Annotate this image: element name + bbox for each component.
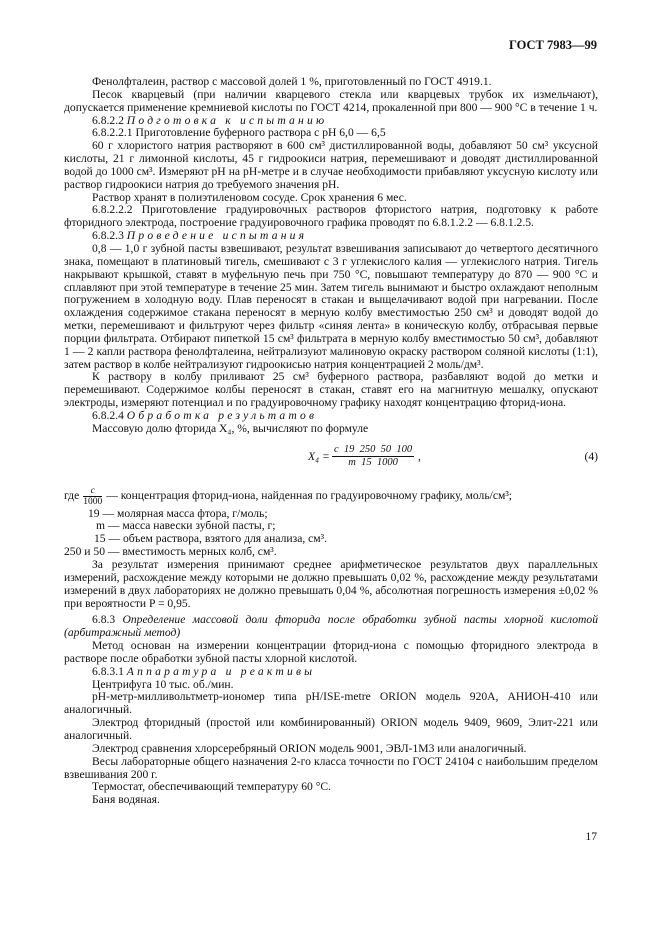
- definition: 15 — объем раствора, взятого для анализа, см³.: [94, 532, 327, 546]
- section-heading: [64, 666, 598, 679]
- formula-fraction: [332, 444, 414, 469]
- paragraph: Раствор хранят в полиэтиленовом сосуде. Срок хранения 6 мес.: [92, 190, 407, 204]
- where-text: — концентрация фторид-иона, найденная по градуировочному графику, моль/см³;: [106, 488, 513, 502]
- section-number: 6.8.2.2: [92, 113, 124, 127]
- paragraph: Электрод фторидный (простой или комбинированный) ORION модель 9409, 9609, Элит-221 или аналогичный.: [64, 716, 598, 742]
- formula-comma: ,: [418, 449, 421, 463]
- where-frac-den: 1000: [83, 496, 103, 507]
- formula-lhs: X₄ =: [308, 449, 330, 463]
- paragraph: 6.8.2.2.2 Приготовление градуировочных растворов фтористого натрия, подготовку к работе фторидного электрода, построение градуировочного графика проводят по 6.8.1.2.2 — 6.8.1.2.5.: [64, 203, 598, 230]
- paragraph: Метод основан на измерении концентрации фторид-иона с помощью фторидного электрода в растворе после обработки зубной пасты хлорной кислотой.: [64, 639, 598, 665]
- where-fraction: [83, 486, 102, 507]
- where-line: [64, 486, 598, 507]
- paragraph: 0,8 — 1,0 г зубной пасты взвешивают, результат взвешивания записывают до четвертого десятичного знака, помещают в платиновый тигель, смешивают с 3 г углекислого калия — углекислого натрия. Тигель накрывают крышкой, ставят в муфельную печь при 750 °С, повышают температуру до 870 — 900 °С и сплавляют при этой температуре в течение 25 мин. Затем тигель вынимают и быстро охлаждают неполным погружением в холодную воду. Плав переносят в стакан и выщелачивают водой при нагревании. После охлаждения содержимое стакана переносят в мерную колбу вместимостью 250 см³ и доводят водой до метки, перемешивают и фильтруют через фильтр «синяя лента» в коническую колбу, отбрасывая первые порции фильтрата. Отбирают пипеткой 15 см³ фильтрата в мерную колбу вместимостью 50 см³, добавляют 1 — 2 капли раствора фенолфталеина, нейтрализуют малиновую окраску раствором соляной кислоты (1:1), затем раствор в колбе нейтрализуют гидроокисью натрия концентрацией 2 моль/дм³.: [64, 241, 598, 371]
- section-number: 6.8.2.3: [92, 229, 124, 243]
- paragraph: Песок кварцевый (при наличии кварцевого стекла или кварцевых трубок их измельчают), допускается применение кремниевой кислоты по ГОСТ 4214, прокаленной при 800 — 900 °С в течение 1 ч.: [64, 87, 598, 114]
- paragraph: Термостат, обеспечивающий температуру 60 °С.: [92, 780, 331, 794]
- where-prefix: где: [64, 488, 80, 502]
- paragraph: Центрифуга 10 тыс. об./мин.: [92, 677, 234, 691]
- formula: [64, 440, 598, 480]
- paragraph: 60 г хлористого натрия растворяют в 600 см³ дистиллированной воды, добавляют 50 см³ уксусной кислоты, 21 г лимонной кислоты, 45 г гидроокиси натрия, перемешивают и доводят дистиллированной водой до 1000 см³. Измеряют рН на рН-метре и в случае необходимости прибавляют уксусную кислоту или раствор гидроокиси натрия до требуемого значения рН.: [64, 139, 598, 191]
- paragraph: Массовую долю фторида X₄, %, вычисляют по формуле: [92, 421, 369, 435]
- where-frac-num: c: [83, 486, 102, 497]
- section-title: Определение массовой доли фторида после обработки зубной пасты хлорной кислотой (арбитражный метод): [64, 613, 598, 640]
- page-number: 17: [585, 830, 597, 843]
- paragraph: Весы лабораторные общего назначения 2-го класса точности по ГОСТ 24104 с наибольшим пределом взвешивания 200 г.: [64, 754, 598, 781]
- formula-denominator: m 15 1000: [348, 456, 398, 468]
- paragraph: рН-метр-милливольтметр-иономер типа pH/ISE-metre ORION модель 920А, АНИОН-410 или аналогичный.: [64, 690, 598, 717]
- definition: m — масса навески зубной пасты, г;: [96, 519, 276, 533]
- section-title: Подготовка к испытанию: [126, 113, 328, 127]
- paragraph: К раствору в колбу приливают 25 см³ буферного раствора, разбавляют водой до метки и перемешивают. Содержимое колбы переносят в стакан, ставят его на магнитную мешалку, опускают электроды, измеряют потенциал и по градуировочному графику находят концентрацию фторид-иона.: [64, 370, 598, 410]
- section-heading: [64, 410, 598, 423]
- formula-numerator: c 19 250 50 100: [334, 443, 413, 455]
- definition: 19 — молярная масса фтора, г/моль;: [88, 506, 268, 520]
- paragraph: Фенолфталеин, раствор с массовой долей 1 %, приготовленный по ГОСТ 4919.1.: [92, 75, 492, 88]
- paragraph: За результат измерения принимают среднее арифметическое результатов двух параллельных измерений, расхождение между которыми не должно превышать 0,02 %, расхождение между результатами измерений в двух лабораториях не должно превышать 0,04 %, абсолютная погрешность измерения ±0,02 % при вероятности P = 0,95.: [64, 558, 598, 610]
- paragraph: Баня водяная.: [92, 793, 160, 807]
- section-number: 6.8.3: [92, 613, 116, 627]
- section-heading: [64, 614, 598, 640]
- paragraph: Электрод сравнения хлорсеребряный ORION модель 9001, ЭВЛ-1М3 или аналогичный.: [92, 741, 527, 755]
- page-body: [64, 76, 598, 807]
- section-title: Аппаратура и реактивы: [126, 664, 316, 678]
- section-number: 6.8.2.4: [92, 408, 124, 422]
- section-title: Обработка результатов: [126, 408, 318, 422]
- section-title: Проведение испытания: [126, 229, 308, 243]
- paragraph: 6.8.2.2.1 Приготовление буферного раствора с рН 6,0 — 6,5: [92, 126, 386, 140]
- document-header: ГОСТ 7983—99: [508, 38, 597, 52]
- section-number: 6.8.3.1: [92, 664, 124, 678]
- definition: 250 и 50 — вместимость мерных колб, см³.: [64, 545, 277, 559]
- formula-number: (4): [584, 449, 598, 463]
